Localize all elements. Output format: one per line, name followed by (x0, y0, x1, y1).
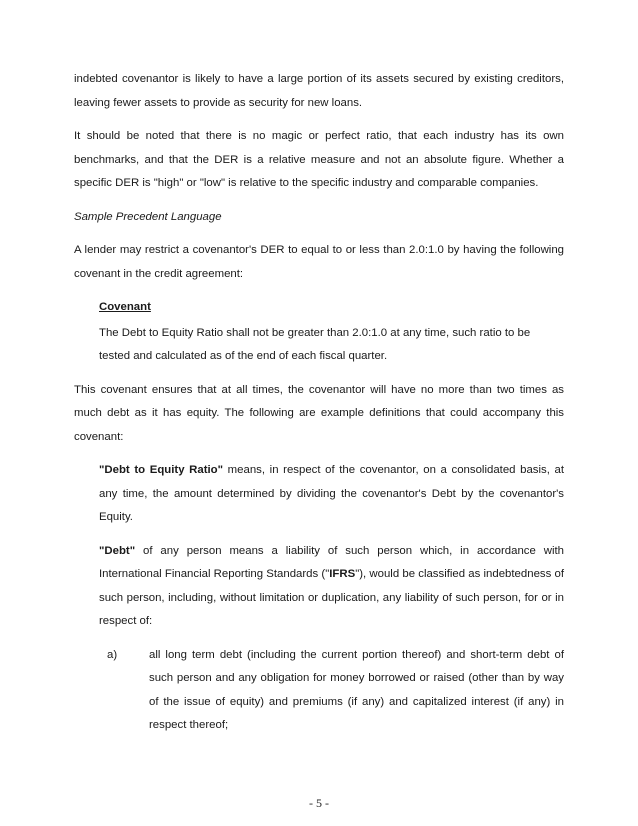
paragraph-covenant-ensures: This covenant ensures that at all times, the covenantor will have no more than two times as much debt as it has equity. The following are example definitions that could accompany this covenant: (74, 383, 564, 443)
definition-text: of any person means a liability of such person which, in accordance with International Financial Reporting Standards (" (99, 544, 564, 580)
definitions-block (99, 459, 564, 634)
definition-debt (99, 540, 564, 634)
definition-text: "), would be classified as indebtedness of such person, including, without limitation or duplication, any liability of such person, for or in respect of: (99, 568, 564, 627)
covenant-title: Covenant (99, 301, 151, 313)
list-item (107, 644, 564, 738)
covenant-text: The Debt to Equity Ratio shall not be greater than 2.0:1.0 at any time, such ratio to be tested and calculated as of the end of each fiscal quarter. (99, 326, 531, 362)
definition-term: "Debt" (99, 544, 136, 557)
list-marker: a) (107, 648, 118, 661)
definition-term: "Debt to Equity Ratio" (99, 464, 224, 476)
paragraph-indebted-covenantor: indebted covenantor is likely to have a large portion of its assets secured by existing creditors, leaving fewer assets to provide as security for new loans. (74, 73, 564, 109)
definition-text: means, in respect of the covenantor, on a consolidated basis, at any time, the amount determined by dividing the covenantor's Debt by the covenantor's Equity. (99, 464, 564, 523)
covenant-block (99, 296, 564, 369)
list-item-text: all long term debt (including the current portion thereof) and short-term debt of such person and any obligation for money borrowed or raised (other than by way of the issue of equity) and premiums (if any) and capitalized interest (if any) in respect thereof; (149, 648, 564, 731)
paragraph-magic-ratio: It should be noted that there is no magic or perfect ratio, that each industry has its own benchmarks, and that the DER is a relative measure and not an absolute figure. Whether a specific DER is "high" or "low" is relative to the specific industry and comparable companies. (74, 130, 564, 189)
page-number: - 5 - (309, 796, 329, 810)
page-content (74, 68, 564, 738)
definition-acronym: IFRS (329, 568, 356, 580)
section-heading: Sample Precedent Language (74, 210, 222, 223)
definition-debt-to-equity (99, 459, 564, 530)
paragraph-lender-restrict: A lender may restrict a covenantor's DER to equal to or less than 2.0:1.0 by having the following covenant in the credit agreement: (74, 244, 564, 280)
